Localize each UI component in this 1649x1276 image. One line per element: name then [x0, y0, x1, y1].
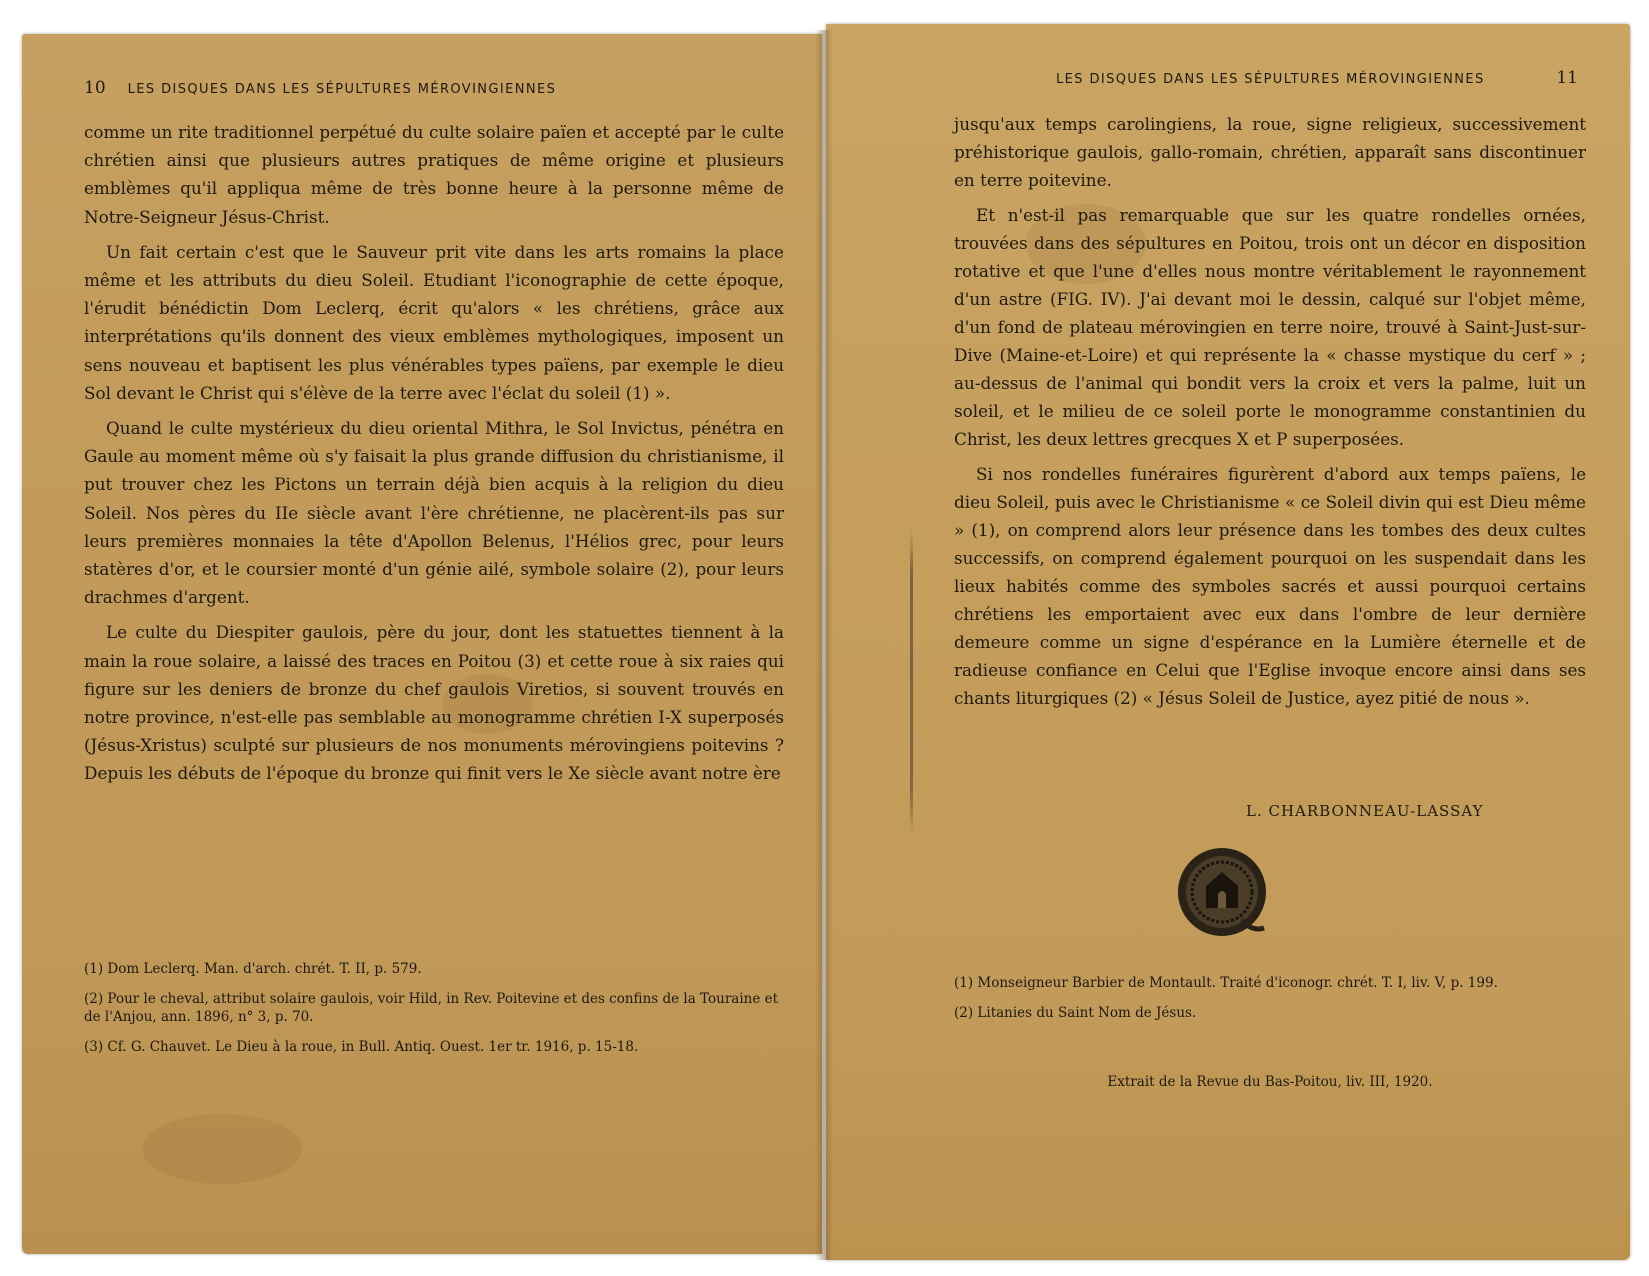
paragraph: Si nos rondelles funéraires figurèrent d'abord aux temps païens, le dieu Soleil, puis avec le Christianisme « ce Soleil divin qui est Dieu même » (1), on comprend alors leur présence dans les tombes des deux cultes successifs, on comprend également pourquoi on les suspendait dans les lieux habités comme des symboles sacrés et aussi pourquoi certains chrétiens les emportaient avec eux dans l'ombre de leur dernière demeure comme un signe d'espérance en la Lumière éternelle et de radieuse confiance en Celui que l'Eglise invoque encore ainsi dans ses chants liturgiques (2) « Jésus Soleil de Justice, ayez pitié de nous ».	[954, 464, 1586, 708]
left-page	[22, 34, 822, 1254]
running-head-title: LES DISQUES DANS LES SÉPULTURES MÉROVINGIENNES	[127, 82, 557, 97]
footnotes-left	[84, 960, 784, 1068]
page-number: 10	[84, 78, 106, 98]
body-text-right	[954, 110, 1586, 719]
footnotes-right	[954, 974, 1586, 1034]
footnote: (2) Litanies du Saint Nom de Jésus.	[954, 1005, 1197, 1021]
right-page	[826, 24, 1630, 1260]
pencil-margin-mark	[910, 529, 913, 834]
footnote: (2) Pour le cheval, attribut solaire gaulois, voir Hild, in Rev. Poitevine et des confins de la Touraine et de l'Anjou, ann. 1896, n° 3, p. 70.	[84, 991, 779, 1025]
colophon: Extrait de la Revue du Bas-Poitou, liv. III, 1920.	[1107, 1074, 1433, 1090]
running-head-right	[1056, 68, 1578, 88]
running-head-title: LES DISQUES DANS LES SÉPULTURES MÉROVINGIENNES	[1056, 72, 1485, 87]
paragraph: comme un rite traditionnel perpétué du culte solaire païen et accepté par le culte chrétien ainsi que plusieurs autres pratiques de même origine et plusieurs emblèmes qu'il appliqua même de très bonne heure à la personne même de Notre-Seigneur Jésus-Christ.	[84, 122, 784, 227]
running-head-left	[84, 78, 774, 98]
paragraph: Quand le culte mystérieux du dieu oriental Mithra, le Sol Invictus, pénétra en Gaule au moment même où s'y faisait la plus grande diffusion du christianisme, il put trouver chez les Pictons un terrain déjà bien acquis à la religion du dieu Soleil. Nos pères du IIe siècle avant l'ère chrétienne, ne placèrent-ils pas sur leurs premières monnaies la tête d'Apollon Belenus, l'Hélios grec, pour leurs statères d'or, et le coursier monté d'un génie ailé, symbole solaire (2), pour leurs drachmes d'argent.	[84, 418, 784, 608]
paragraph: Le culte du Diespiter gaulois, père du jour, dont les statuettes tiennent à la main la roue solaire, a laissé des traces en Poitou (3) et cette roue à six raies qui figure sur les deniers de bronze du chef gaulois Viretios, si souvent trouvés en notre province, n'est-elle pas semblable au monogramme chrétien I-X superposés (Jésus-Xristus) sculpté sur plusieurs de nos monuments mérovingiens poitevins ? Depuis les débuts de l'époque du bronze qui finit vers le Xe siècle avant notre ère	[84, 622, 784, 784]
book-gutter	[815, 30, 833, 1260]
footnote: (1) Dom Leclerq. Man. d'arch. chrét. T. II, p. 579.	[84, 961, 422, 977]
footnote: (1) Monseigneur Barbier de Montault. Traité d'iconogr. chrét. T. I, liv. V, p. 199.	[954, 975, 1498, 991]
paragraph: jusqu'aux temps carolingiens, la roue, signe religieux, successivement préhistorique gaulois, gallo-romain, chrétien, apparaît sans discontinuer en terre poitevine.	[954, 114, 1586, 190]
paragraph: Un fait certain c'est que le Sauveur prit vite dans les arts romains la place même et les attributs du dieu Soleil. Etudiant l'iconographie de cette époque, l'érudit bénédictin Dom Leclerq, écrit qu'alors « les chrétiens, grâce aux interprétations qu'ils donnent des vieux emblèmes mythologiques, imposent un sens nouveau et baptisent les plus vénérables types païens, par exemple le dieu Sol devant le Christ qui s'élève de la terre avec l'éclat du soleil (1) ».	[84, 241, 784, 403]
footnote: (3) Cf. G. Chauvet. Le Dieu à la roue, in Bull. Antiq. Ouest. 1er tr. 1916, p. 15-18.	[84, 1039, 639, 1055]
paragraph: Et n'est-il pas remarquable que sur les quatre rondelles ornées, trouvées dans des sépultures en Poitou, trois ont un décor en disposition rotative et que l'une d'elles nous montre véritablement le rayonnement d'un astre (FIG. IV). J'ai devant moi le dessin, calqué sur l'objet même, d'un fond de plateau mérovingien en terre noire, trouvé à Saint-Just-sur-Dive (Maine-et-Loire) et qui représente la « chasse mystique du cerf » ; au-dessus de l'animal qui bondit vers la croix et vers la palme, luit un soleil, et le milieu de ce soleil porte le monogramme constantinien du Christ, les deux lettres grecques X et P superposées.	[954, 205, 1586, 449]
author-signature: L. CHARBONNEAU-LASSAY	[1246, 802, 1484, 820]
page-number: 11	[1556, 68, 1578, 88]
seal-vignette-icon	[1172, 842, 1272, 942]
body-text-left	[84, 118, 784, 795]
